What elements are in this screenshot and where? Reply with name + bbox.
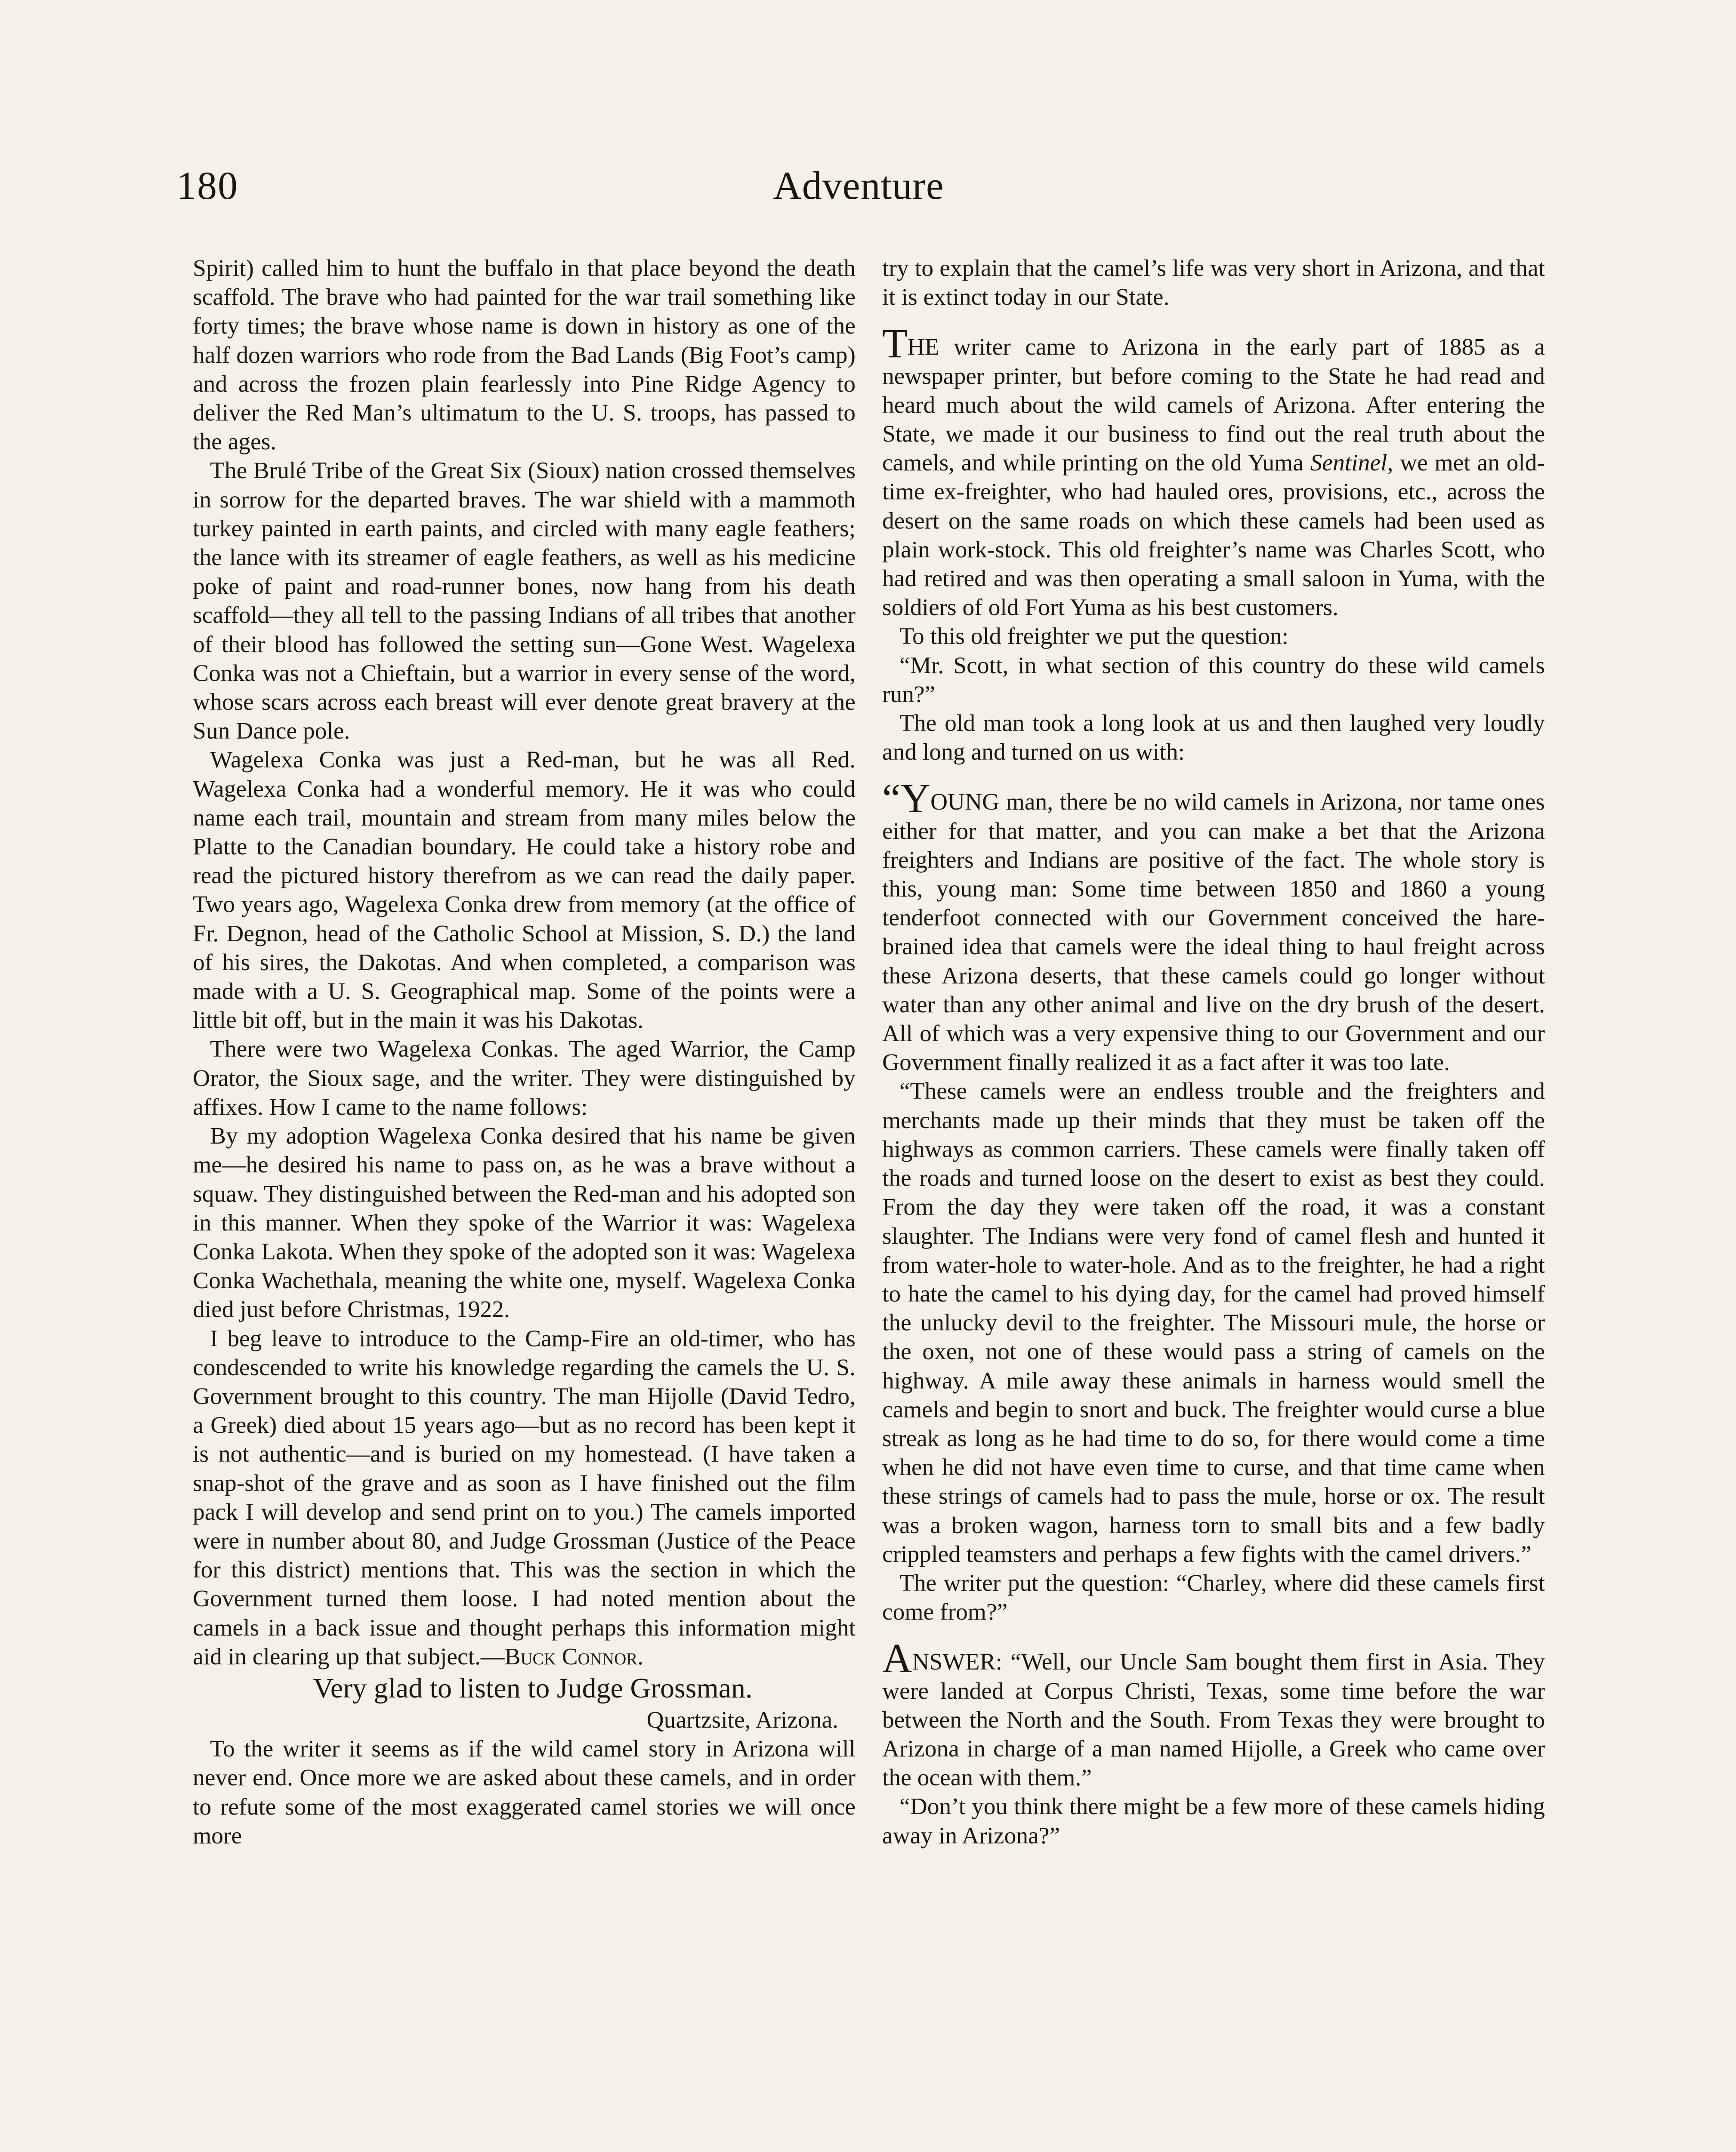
paragraph (882, 1635, 1545, 1792)
paragraph: The writer put the question: “Charley, where did these camels first come from?” (882, 1570, 1545, 1626)
paragraph: There were two Wagelexa Conkas. The aged Warrior, the Camp Orator, the Sioux sage, and the writer. They were distinguished by affixes. How I came to the name follows: (193, 1036, 856, 1120)
paragraph-text: , we met an old-time ex-freighter, who had hauled ores, provisions, etc., across the desert on the same roads on which these camels had been used as plain work-stock. This old freighter’s name was Charles Scott, who had retired and was then operating a small saloon in Yuma, with the soldiers of old Fort Yuma as his best customers. (882, 450, 1545, 621)
page-header (176, 163, 1541, 219)
paragraph: To this old freighter we put the question: (899, 623, 1288, 650)
paragraph: The Brulé Tribe of the Great Six (Sioux) nation crossed themselves in sorrow for the departed braves. The war shield with a mammoth turkey painted in earth paints, and circled with many eagle feathers; the lance with its streamer of eagle feathers, as well as his medicine poke of paint and road-runner bones, now hang from his death scaffold—they all tell to the passing Indians of all tribes that another of their blood has followed the setting sun—Gone West. Wagelexa Conka was not a Chieftain, but a warrior in every sense of the word, whose scars across each breast will ever denote great bravery at the Sun Dance pole. (193, 458, 856, 745)
paragraph: “These camels were an endless trouble and the freighters and merchants made up their minds that they must be taken off the highways as common carriers. These camels were finally taken off the roads and turned loose on the desert to exist as best they could. From the day they were taken off the road, it was a constant slaughter. The Indians were very fond of camel flesh and hunted it from water-hole to water-hole. And as to the freighter, he had a right to hate the camel to his dying day, for the camel had proved himself the unlucky devil to the freighter. The Missouri mule, the horse or the oxen, not one of these would pass a string of camels on the highway. A mile away these animals in harness would smell the camels and begin to snort and buck. The freighter would curse a blue streak as long as he had time to do so, for there would come a time when he did not have even time to curse, and that time came when these strings of camels had to pass the mule, horse or ox. The result was a broken wagon, harness torn to small bits and a few badly crippled teamsters and perhaps a few fights with the camel drivers.” (882, 1078, 1545, 1568)
paragraph (193, 1324, 856, 1671)
left-column (193, 254, 856, 1850)
section-subhead: Very glad to listen to Judge Grossman. (313, 1672, 753, 1704)
paragraph: Wagelexa Conka was just a Red-man, but he was all Red. Wagelexa Conka had a wonderful memory. He it was who could name each trail, mountain and stream from many miles below the Platte to the Canadian boundary. He could take a history robe and read the pictured history therefrom as we can read the daily paper. Two years ago, Wagelexa Conka drew from memory (at the office of Fr. Degnon, head of the Catholic School at Mission, S. D.) the land of his sires, the Dakotas. And when completed, a comparison was made with a U. S. Geographical map. Some of the points were a little bit off, but in the main it was his Dakotas. (193, 747, 856, 1034)
drop-cap: T (882, 320, 908, 367)
drop-cap: “Y (882, 775, 930, 822)
signature: Buck Connor. (504, 1643, 644, 1670)
paragraph: “Mr. Scott, in what section of this country do these wild camels run?” (882, 652, 1545, 708)
paragraph-text: I beg leave to introduce to the Camp-Fire an old-timer, who has condescended to write his knowledge regarding the camels the U. S. Government brought to this country. The man Hijolle (David Tedro, a Greek) died about 15 years ago—but as no record has been kept it is not authentic—and is buried on my homestead. (I have taken a snap-shot of the grave and as soon as I have finished out the film pack I will develop and send print on to you.) The camels imported were in number about 80, and Judge Grossman (Justice of the Peace for this district) mentions that. This was the section in which the Government turned them loose. I had noted mention about the camels in a back issue and thought perhaps this information might aid in clearing up that subject.— (193, 1325, 856, 1670)
paragraph (882, 320, 1545, 622)
paragraph-text: HE writer came to Arizona in the early part of 1885 as a newspaper printer, but before coming to the State he had read and heard much about the wild camels of Arizona. After entering the State, we made it our business to find out the real truth about the camels, and while printing on the old Yuma (882, 334, 1545, 476)
page-number: 180 (176, 164, 238, 207)
dateline: Quartzsite, Arizona. (646, 1707, 838, 1733)
right-column (882, 254, 1545, 1850)
paragraph: The old man took a long look at us and then laughed very loudly and long and turned on us with: (882, 710, 1545, 766)
paragraph: Spirit) called him to hunt the buffalo in that place beyond the death scaffold. The brave who had painted for the war trail something like forty times; the brave whose name is down in history as one of the half dozen warriors who rode from the Bad Lands (Big Foot’s camp) and across the frozen plain fearlessly into Pine Ridge Agency to deliver the Red Man’s ultimatum to the U. S. troops, has passed to the ages. (193, 255, 856, 455)
paragraph-text: OUNG man, there be no wild camels in Arizona, nor tame ones either for that matter, and you can make a bet that the Arizona freighters and Indians are positive of the fact. The whole story is this, young man: Some time between 1850 and 1860 a young tenderfoot connected with our Government conceived the hare-brained idea that camels were the ideal thing to haul freight across these Arizona deserts, that these camels could go longer without water than any other animal and live on the dry brush of the desert. All of which was a very expensive thing to our Government and our Government finally realized it as a fact after it was too late. (882, 789, 1545, 1076)
paragraph: try to explain that the camel’s life was very short in Arizona, and that it is extinct today in our State. (882, 255, 1545, 311)
running-head: Adventure (773, 164, 944, 207)
paragraph: By my adoption Wagelexa Conka desired that his name be given me—he desired his name to pass on, as he was a brave without a squaw. They distinguished between the Red-man and his adopted son in this manner. When they spoke of the Warrior it was: Wagelexa Conka Lakota. When they spoke of the adopted son it was: Wagelexa Conka Wachethala, meaning the white one, myself. Wagelexa Conka died just before Christmas, 1922. (193, 1123, 856, 1323)
drop-cap: A (882, 1635, 912, 1682)
newspaper-name: Sentinel (1310, 450, 1387, 476)
paragraph-text: NSWER: “Well, our Uncle Sam bought them first in Asia. They were landed at Corpus Christi, Texas, some time before the war between the North and the South. From Texas they were brought to Arizona in charge of a man named Hijolle, a Greek who came over the ocean with them.” (882, 1649, 1545, 1791)
paragraph: To the writer it seems as if the wild camel story in Arizona will never end. Once more we are asked about these camels, and in order to refute some of the most exaggerated camel stories we will once more (193, 1736, 856, 1849)
paragraph: “Don’t you think there might be a few more of these camels hiding away in Arizona?” (882, 1793, 1545, 1849)
paragraph (882, 775, 1545, 1077)
